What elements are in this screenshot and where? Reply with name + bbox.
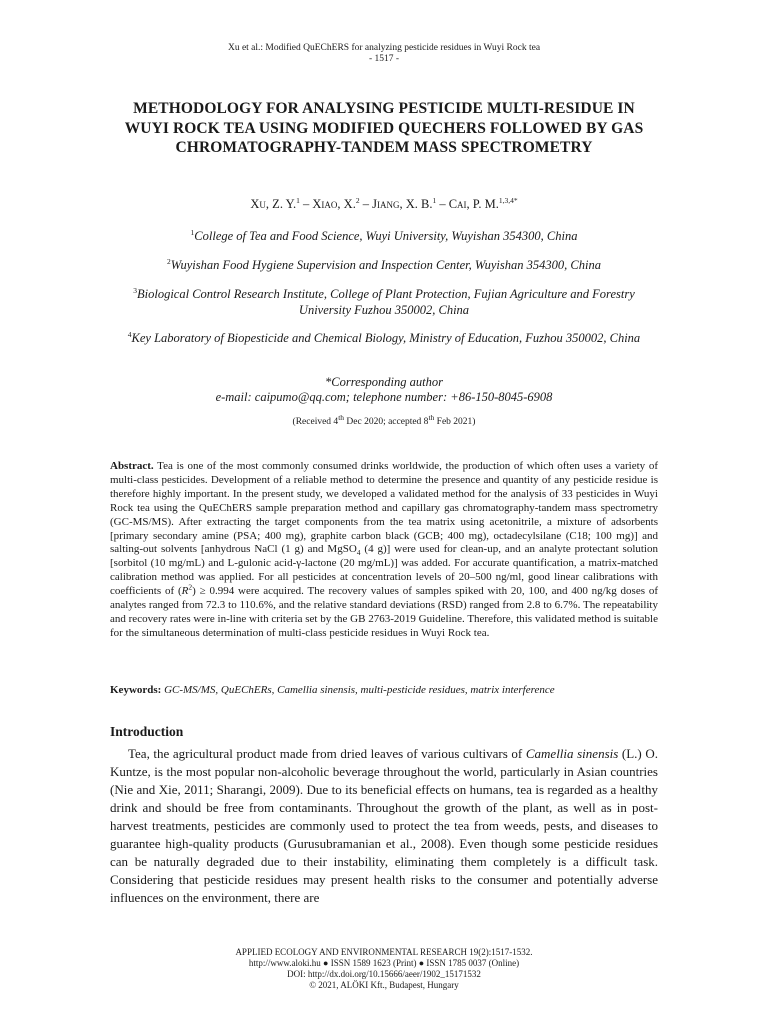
affiliation-mark: 2: [167, 256, 171, 266]
abstract-paragraph: [110, 460, 658, 641]
author-separator: –: [436, 197, 449, 211]
received-dates: [0, 412, 768, 427]
superscript: 2: [188, 582, 193, 592]
running-header: Xu et al.: Modified QuEChERS for analyzing pesticide residues in Wuyi Rock tea: [227, 43, 541, 53]
abstract: [110, 460, 658, 641]
keywords-label: Keywords:: [110, 684, 162, 696]
received-text: (Received 4: [292, 417, 339, 427]
ordinal-suffix: th: [428, 412, 435, 422]
affiliation: [110, 286, 658, 318]
affiliation: [0, 228, 768, 244]
abstract-text: ) ≥ 0.994 were acquired. The recovery values of samples spiked with 20, 100, and 400 ng/kg doses of analytes ranged from 72.3 to 110.6%, and the relative standard deviations (RSD) ranged from 2.8 to 6.7%. The repeatability and recovery rates were in-line with criteria set by the GB 2763-2019 Guideline. Therefore, this validated method is suitable for the simultaneous determination of multi-class pesticide residues in Wuyi Rock tea.: [110, 585, 658, 639]
affiliation-mark: 1: [190, 227, 195, 237]
affiliation: [110, 330, 658, 346]
author-affiliation-mark: 2: [355, 195, 360, 205]
keywords: [110, 683, 658, 697]
doi-line: DOI: http://dx.doi.org/10.15666/aeer/1902_15171532: [287, 969, 481, 979]
subscript: 4: [356, 548, 361, 558]
corresponding-contact: e-mail: caipumo@qq.com; telephone number: +86-150-8045-6908: [215, 390, 553, 404]
author-separator: –: [359, 197, 373, 211]
author-name: Xiao, X.: [312, 197, 356, 211]
abstract-text: (4 g)] were used for clean-up, and an analyte protectant solution [sorbitol (10 mg/mL) and L-gulonic acid-γ-lactone (20 mg/mL)] was added. For accurate quantification, a matrix-matched calibration method was applied. For all pesticides at concentration levels of 20–500 ng/ml, good linear calibrations with coefficients of (: [110, 543, 658, 598]
accepted-text: Dec 2020; accepted 8: [344, 417, 429, 427]
affiliation-mark: 4: [127, 329, 132, 339]
keywords-list: GC-MS/MS, QuEChERs, Camellia sinensis, multi-pesticide residues, matrix interference: [164, 684, 555, 696]
ordinal-suffix: th: [338, 412, 345, 422]
author-name: Cai, P. M.: [448, 197, 499, 211]
affiliation-text: College of Tea and Food Science, Wuyi University, Wuyishan 354300, China: [194, 229, 578, 243]
abstract-text: Tea is one of the most commonly consumed drinks worldwide, the production of which often uses a variety of multi-class pesticides. Development of a reliable method to determine the presence and quantity of any pesticide residue is therefore highly important. In the present study, we developed a validated method for the analysis of 33 pesticides in Wuyi Rock tea using the QuEChERS sample preparation method and capillary gas chromatography-tandem mass spectrometry (GC-MS/MS). After extracting the target components from the tea matrix using acetonitrile, a mixture of adsorbents [primary secondary amine (PSA; 400 mg), graphite carbon black (GCB; 400 mg), octadecylsilane (C18; 100 mg)] and salting-out solvents [anhydrous NaCl (1 g) and MgSO: [110, 460, 658, 556]
section-heading: Introduction: [110, 724, 184, 739]
author-separator: –: [299, 197, 313, 211]
introduction-body: [110, 745, 658, 907]
paper-title: METHODOLOGY FOR ANALYSING PESTICIDE MULTI-RESIDUE IN WUYI ROCK TEA USING MODIFIED QUECHERS FOLLOWED BY GAS CHROMATOGRAPHY-TANDEM MASS SPECTROMETRY: [124, 100, 644, 156]
issn-line: http://www.aloki.hu ● ISSN 1589 1623 (Print) ● ISSN 1785 0037 (Online): [248, 958, 520, 968]
corresponding-author-label: *Corresponding author: [325, 375, 443, 389]
author-affiliation-mark: 1: [432, 195, 437, 205]
affiliation-mark: 3: [133, 285, 137, 295]
author-name: Jiang, X. B.: [372, 197, 433, 211]
r-symbol: R: [181, 585, 189, 598]
body-paragraph: [110, 745, 658, 907]
author-list: [0, 197, 768, 212]
page-number: - 1517 -: [368, 54, 400, 64]
abstract-label: Abstract.: [110, 460, 154, 472]
author-name: Xu, Z. Y.: [250, 197, 297, 211]
page-footer: [0, 947, 768, 991]
journal-citation: APPLIED ECOLOGY AND ENVIRONMENTAL RESEARCH 19(2):1517-1532.: [235, 947, 533, 957]
copyright-line: © 2021, ALÖKI Kft., Budapest, Hungary: [309, 980, 459, 990]
received-end-text: Feb 2021): [434, 417, 476, 427]
affiliation-text: Key Laboratory of Biopesticide and Chemical Biology, Ministry of Education, Fuzhou 350002, China: [131, 331, 641, 345]
body-text: Tea, the agricultural product made from dried leaves of various cultivars of: [128, 746, 526, 761]
body-text: (L.) O. Kuntze, is the most popular non-alcoholic beverage throughout the world, particularly in Asian countries (Nie and Xie, 2011; Sharangi, 2009). Due to its beneficial effects on humans, tea is regarded as a healthy drink and should be free from contaminants. Throughout the growth of the plant, as well as in post-harvest treatments, pesticides are commonly used to protect the tea from weeds, pests, and diseases to guarantee high-quality products (Gurusubramanian et al., 2008). Even though some pesticide residues can be naturally degraded due to their instability, eliminating them completely is a difficult task. Considering that pesticide residues may present health risks to the consumer and potentially adverse influences on the environment, there are: [110, 746, 658, 905]
affiliation-text: Biological Control Research Institute, College of Plant Protection, Fujian Agriculture and Forestry University Fuzhou 350002, China: [137, 287, 635, 317]
author-affiliation-mark: 1,3,4*: [498, 195, 518, 205]
affiliation: [0, 257, 768, 273]
species-name: Camellia sinensis: [525, 746, 619, 761]
author-affiliation-mark: 1: [296, 195, 300, 205]
affiliation-text: Wuyishan Food Hygiene Supervision and Inspection Center, Wuyishan 354300, China: [170, 258, 601, 272]
